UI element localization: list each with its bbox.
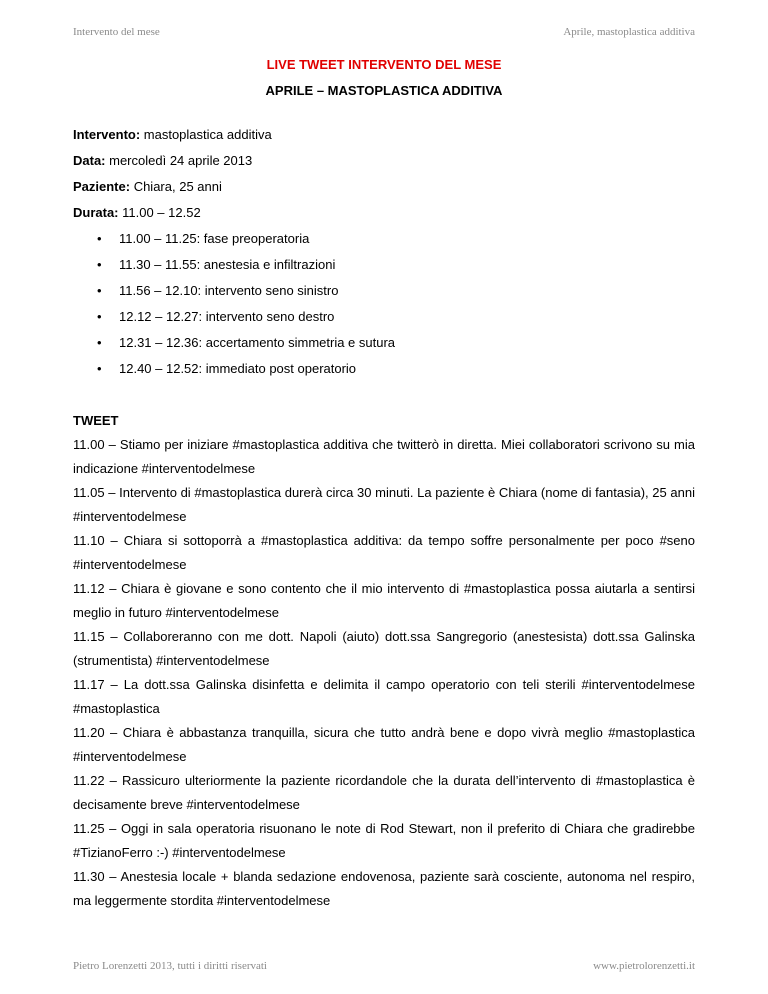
tweet-entry: 11.05 – Intervento di #mastoplastica durerà circa 30 minuti. La paziente è Chiara (nome di fantasia), 25 anni #interventodelmese [73, 485, 695, 524]
phase-text: 12.40 – 12.52: immediato post operatorio [119, 361, 357, 376]
phase-text: 12.31 – 12.36: accertamento simmetria e sutura [119, 335, 396, 350]
phase-item [73, 256, 695, 274]
tweet-entry: 11.10 – Chiara si sottoporrà a #mastoplastica additiva: da tempo soffre personalmente per poco #seno #interventodelmese [73, 533, 695, 572]
footer-website: www.pietrolorenzetti.it [593, 960, 695, 972]
document-body [73, 56, 695, 913]
footer-copyright: Pietro Lorenzetti 2013, tutti i diritti riservati [73, 960, 267, 972]
phase-item [73, 282, 695, 300]
paziente-value: Chiara, 25 anni [130, 179, 222, 194]
data-line [73, 152, 695, 170]
tweet-entry: 11.30 – Anestesia locale + blanda sedazione endovenosa, paziente sarà cosciente, autonoma nel respiro, ma leggermente stordita #interventodelmese [73, 869, 695, 908]
bullet-icon: • [97, 231, 102, 246]
phase-text: 12.12 – 12.27: intervento seno destro [119, 309, 335, 324]
intervento-value: mastoplastica additiva [140, 127, 272, 142]
tweet-entry: 11.17 – La dott.ssa Galinska disinfetta e delimita il campo operatorio con teli sterili #interventodelmese #mastoplastica [73, 677, 695, 716]
running-header-left: Intervento del mese [73, 26, 160, 38]
bullet-icon: • [97, 309, 102, 324]
data-label: Data: [73, 153, 106, 168]
phase-item [73, 308, 695, 326]
tweet-list [73, 433, 695, 913]
surgery-details [73, 126, 695, 378]
tweet-heading: TWEET [73, 413, 119, 428]
tweet-entry: 11.00 – Stiamo per iniziare #mastoplastica additiva che twitterò in diretta. Miei collaboratori scrivono su mia indicazione #interventodelmese [73, 437, 695, 476]
phase-text: 11.00 – 11.25: fase preoperatoria [119, 231, 310, 246]
phase-list [73, 230, 695, 378]
bullet-icon: • [97, 257, 102, 272]
tweet-entry: 11.25 – Oggi in sala operatoria risuonano le note di Rod Stewart, non il preferito di Chiara che gradirebbe #TizianoFerro :-) #interventodelmese [73, 821, 695, 860]
paziente-line [73, 178, 695, 196]
document-title: LIVE TWEET INTERVENTO DEL MESE [266, 57, 502, 72]
bullet-icon: • [97, 335, 102, 350]
phase-item [73, 230, 695, 248]
running-header-right: Aprile, mastoplastica additiva [563, 26, 695, 38]
tweet-entry: 11.15 – Collaboreranno con me dott. Napoli (aiuto) dott.ssa Sangregorio (anestesista) dott.ssa Galinska (strumentista) #interventodelmese [73, 629, 695, 668]
data-value: mercoledì 24 aprile 2013 [105, 153, 253, 168]
intervento-label: Intervento: [73, 127, 141, 142]
tweet-entry: 11.22 – Rassicuro ulteriormente la paziente ricordandole che la durata dell’intervento di #mastoplastica è decisamente breve #interventodelmese [73, 773, 695, 812]
bullet-icon: • [97, 283, 102, 298]
tweet-entry: 11.20 – Chiara è abbastanza tranquilla, sicura che tutto andrà bene e dopo vivrà meglio #mastoplastica #interventodelmese [73, 725, 695, 764]
bullet-icon: • [97, 361, 102, 376]
phase-text: 11.30 – 11.55: anestesia e infiltrazioni [119, 257, 336, 272]
durata-value: 11.00 – 12.52 [118, 205, 201, 220]
phase-text: 11.56 – 12.10: intervento seno sinistro [119, 283, 339, 298]
phase-item [73, 334, 695, 352]
phase-item [73, 360, 695, 378]
intervento-line [73, 126, 695, 144]
durata-line [73, 204, 695, 222]
paziente-label: Paziente: [73, 179, 131, 194]
tweet-entry: 11.12 – Chiara è giovane e sono contento che il mio intervento di #mastoplastica possa aiutarla a sentirsi meglio in futuro #interventodelmese [73, 581, 695, 620]
document-subtitle: APRILE – MASTOPLASTICA ADDITIVA [265, 83, 503, 98]
durata-label: Durata: [73, 205, 119, 220]
